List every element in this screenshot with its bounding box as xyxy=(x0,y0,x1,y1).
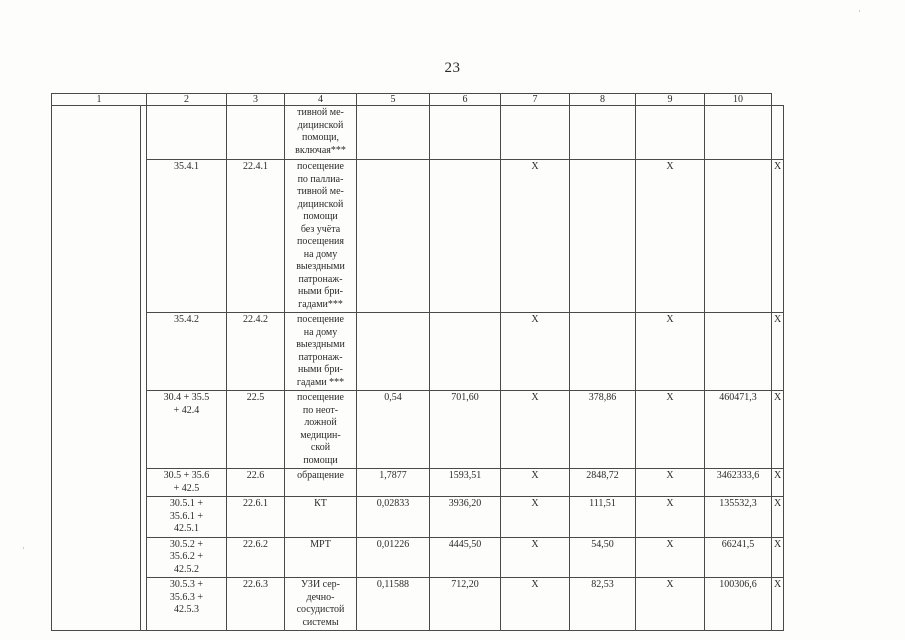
cell-code: 30.5.2 + 35.6.2 + 42.5.2 xyxy=(147,537,227,578)
cell-name: посещение по неот- ложной медицин- ской помощи xyxy=(285,391,357,469)
header-row xyxy=(52,94,784,106)
header-cell-1: 1 xyxy=(52,94,147,106)
cell-c10: Х xyxy=(772,497,784,538)
cell-name: КТ xyxy=(285,497,357,538)
cell-c4 xyxy=(357,106,430,160)
table-row xyxy=(52,537,784,578)
cell-sub: 22.6 xyxy=(227,469,285,497)
page-number: 23 xyxy=(444,60,461,76)
cell-c10: Х xyxy=(772,537,784,578)
table-row xyxy=(52,391,784,469)
table-row xyxy=(52,469,784,497)
cell-c6: Х xyxy=(501,313,570,391)
cell-c9: 135532,3 xyxy=(705,497,772,538)
cell-name: посещение по паллиа- тивной ме- дицинской помощи без учёта посещения на дому выездными патронаж- ными бри- гадами*** xyxy=(285,160,357,313)
cell-c5 xyxy=(430,160,501,313)
cell-c10: Х xyxy=(772,578,784,631)
cell-c7 xyxy=(570,160,636,313)
cell-c5: 4445,50 xyxy=(430,537,501,578)
cell-c6: Х xyxy=(501,497,570,538)
cell-c4: 1,7877 xyxy=(357,469,430,497)
cell-c6: Х xyxy=(501,469,570,497)
cell-c4: 0,11588 xyxy=(357,578,430,631)
cell-c7 xyxy=(570,313,636,391)
cell-name: тивной ме- дицинской помощи, включая*** xyxy=(285,106,357,160)
scan-mark: · xyxy=(22,543,25,553)
cell-c8: Х xyxy=(636,160,705,313)
cell-c4 xyxy=(357,160,430,313)
table-row xyxy=(52,313,784,391)
cell-c7: 2848,72 xyxy=(570,469,636,497)
cell-c6: Х xyxy=(501,578,570,631)
cell-c7: 378,86 xyxy=(570,391,636,469)
cell-name: УЗИ сер- дечно- сосудистой системы xyxy=(285,578,357,631)
cell-c7: 54,50 xyxy=(570,537,636,578)
cell-c4: 0,02833 xyxy=(357,497,430,538)
cell-c8: Х xyxy=(636,469,705,497)
header-cell-9: 9 xyxy=(636,94,705,106)
cell-code: 30.5 + 35.6 + 42.5 xyxy=(147,469,227,497)
cell-name: обращение xyxy=(285,469,357,497)
cell-c10: Х xyxy=(772,160,784,313)
cell-c8: Х xyxy=(636,578,705,631)
cell-sub: 22.4.1 xyxy=(227,160,285,313)
cell-c8: Х xyxy=(636,497,705,538)
cell-sub: 22.6.1 xyxy=(227,497,285,538)
table-row xyxy=(52,497,784,538)
header-cell-7: 7 xyxy=(501,94,570,106)
cell-code: 35.4.1 xyxy=(147,160,227,313)
table-row xyxy=(52,106,784,160)
header-cell-10: 10 xyxy=(705,94,772,106)
cell-sub: 22.6.3 xyxy=(227,578,285,631)
cell-sub: 22.4.2 xyxy=(227,313,285,391)
cell-c7: 82,53 xyxy=(570,578,636,631)
header-cell-4: 4 xyxy=(285,94,357,106)
cell-code: 30.4 + 35.5 + 42.4 xyxy=(147,391,227,469)
cell-c5: 3936,20 xyxy=(430,497,501,538)
cell-sub: 22.5 xyxy=(227,391,285,469)
header-cell-6: 6 xyxy=(430,94,501,106)
cell-sub: 22.6.2 xyxy=(227,537,285,578)
blank-cell xyxy=(52,106,141,631)
cell-c4: 0,54 xyxy=(357,391,430,469)
cell-c5: 1593,51 xyxy=(430,469,501,497)
cell-name: МРТ xyxy=(285,537,357,578)
cell-c6: Х xyxy=(501,391,570,469)
cell-c9: 3462333,6 xyxy=(705,469,772,497)
cell-code: 35.4.2 xyxy=(147,313,227,391)
header-cell-2: 2 xyxy=(147,94,227,106)
data-table xyxy=(51,93,784,631)
cell-c8: Х xyxy=(636,391,705,469)
cell-c5 xyxy=(430,313,501,391)
cell-c8: Х xyxy=(636,313,705,391)
cell-c4 xyxy=(357,313,430,391)
cell-code xyxy=(147,106,227,160)
scan-mark: · xyxy=(858,6,861,16)
cell-code: 30.5.1 + 35.6.1 + 42.5.1 xyxy=(147,497,227,538)
cell-c9 xyxy=(705,160,772,313)
cell-c6 xyxy=(501,106,570,160)
cell-c5: 712,20 xyxy=(430,578,501,631)
header-cell-3: 3 xyxy=(227,94,285,106)
table-row xyxy=(52,160,784,313)
cell-c9: 66241,5 xyxy=(705,537,772,578)
cell-c8 xyxy=(636,106,705,160)
cell-c5 xyxy=(430,106,501,160)
cell-c10: Х xyxy=(772,313,784,391)
header-cell-8: 8 xyxy=(570,94,636,106)
cell-code: 30.5.3 + 35.6.3 + 42.5.3 xyxy=(147,578,227,631)
cell-c9: 100306,6 xyxy=(705,578,772,631)
cell-c9 xyxy=(705,313,772,391)
cell-c9: 460471,3 xyxy=(705,391,772,469)
cell-c5: 701,60 xyxy=(430,391,501,469)
cell-c10 xyxy=(772,106,784,160)
cell-c7: 111,51 xyxy=(570,497,636,538)
cell-c10: Х xyxy=(772,469,784,497)
cell-c4: 0,01226 xyxy=(357,537,430,578)
cell-c6: Х xyxy=(501,537,570,578)
cell-sub xyxy=(227,106,285,160)
cell-c9 xyxy=(705,106,772,160)
cell-c8: Х xyxy=(636,537,705,578)
header-cell-5: 5 xyxy=(357,94,430,106)
cell-c10: Х xyxy=(772,391,784,469)
table-row xyxy=(52,578,784,631)
cell-c7 xyxy=(570,106,636,160)
cell-name: посещение на дому выездными патронаж- ными бри- гадами *** xyxy=(285,313,357,391)
cell-c6: Х xyxy=(501,160,570,313)
